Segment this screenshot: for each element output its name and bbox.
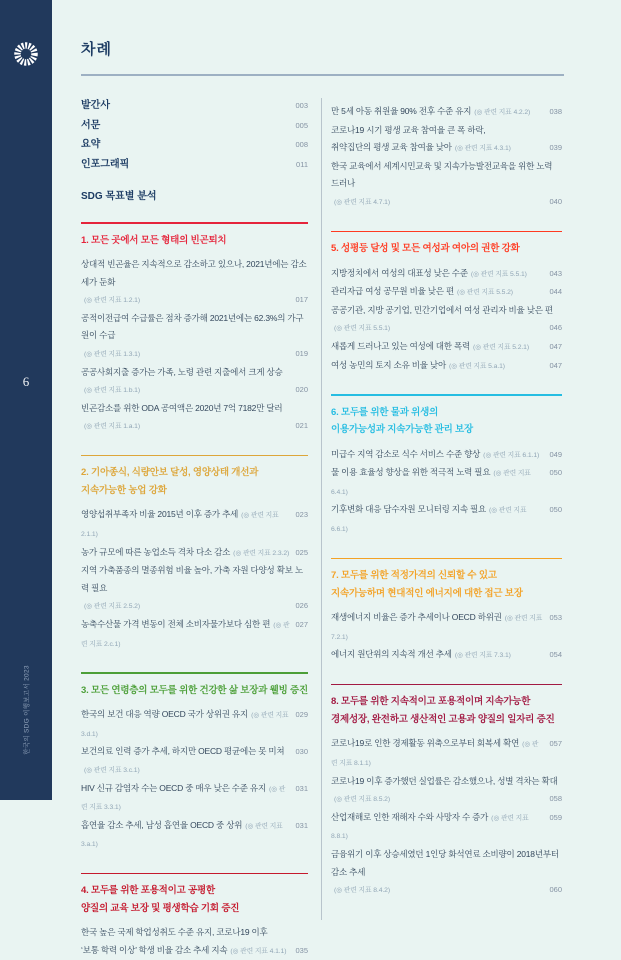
toc-entry-line: [81, 309, 308, 344]
related-indicator-label: (◎ 관련 지표 7.3.1): [454, 652, 511, 660]
section-heading: [81, 232, 308, 250]
section-entries: [331, 445, 562, 538]
toc-entry-page: 059: [549, 812, 562, 822]
toc-entry-text-group: [331, 102, 530, 121]
toc-entry-page: 047: [549, 360, 562, 370]
toc-entry-line: [331, 645, 562, 664]
related-indicator-label: (◎ 관련 지표 7.2.1): [331, 615, 543, 641]
toc-entry-page: 057: [549, 739, 562, 749]
column-divider: [321, 98, 322, 920]
toc-entry-text-group: [81, 742, 289, 778]
toc-entry-label: 요약: [81, 139, 101, 150]
toc-section: [81, 222, 308, 435]
toc-entry-text-group: [331, 138, 511, 157]
toc-entry-line: [331, 880, 562, 899]
toc-entry-page: 050: [549, 505, 562, 515]
section-rule: [331, 394, 562, 396]
toc-entry-page: 035: [295, 946, 308, 956]
related-indicator-label: (◎ 관련 지표 5.5.1): [334, 325, 391, 333]
toc-entry-line: [81, 779, 308, 816]
related-indicator-label: (◎ 관련 지표 3.c.1): [84, 766, 140, 774]
toc-entry-text-group: [81, 363, 283, 381]
toc-entry-text-group: [81, 309, 308, 344]
toc-entry-page: 023: [295, 510, 308, 520]
toc-entry-page: 008: [295, 140, 308, 149]
toc-section: [331, 102, 562, 211]
section-heading-line: 경제성장, 완전하고 생산적인 고용과 양질의 일자리 증진: [331, 713, 555, 725]
related-indicator-label: (◎ 관련 지표 3.a.1): [81, 822, 283, 849]
toc-entry-text: 산업재해로 인한 재해자 수와 사망자 수 증가: [331, 811, 489, 822]
toc-entry-text-group: [81, 561, 308, 596]
toc-entry-text-group: [331, 463, 543, 500]
toc-entry-page: 044: [549, 287, 562, 297]
related-indicator-label: (◎ 관련 지표 2.5.2): [84, 603, 141, 611]
toc-entry-line: [81, 543, 308, 562]
toc-entry-line: [331, 138, 562, 157]
toc-entry-text: HIV 신규 감염자 수는 OECD 중 매우 낮은 수준 유지: [81, 782, 266, 793]
related-indicator-label: (◎ 관련 지표 4.3.1): [454, 145, 511, 153]
toc-entry-text-group: [331, 192, 390, 211]
toc-entry-line: [331, 608, 562, 645]
section-entries: [331, 608, 562, 664]
toc-entry-text: 한국의 보건 대응 역량 OECD 국가 상위권 유지: [81, 709, 249, 720]
related-indicator-label: (◎ 관련 지표 5.2.1): [473, 343, 530, 351]
toc-entry-page: 046: [549, 323, 562, 333]
toc-entry-label: 발간사: [81, 100, 110, 111]
section-heading-line: 지속가능하며 현대적인 에너지에 대한 접근 보장: [331, 587, 523, 599]
toc-entry-text-group: [331, 500, 543, 537]
toc-entry-text-group: [331, 789, 390, 808]
toc-entry-page: 031: [295, 820, 308, 830]
toc-entry-page: 029: [295, 710, 308, 720]
sections-left: [81, 222, 308, 960]
toc-entry-line: [331, 192, 562, 211]
toc-section: [81, 455, 308, 652]
spine-title: 한국의 SDG 이행보고서 2023: [23, 665, 31, 755]
toc-entry-line: [81, 290, 308, 309]
related-indicator-label: (◎ 관련 지표 5.5.1): [470, 270, 527, 278]
toc-entry-page: 047: [549, 341, 562, 351]
toc-entry-text: 미급수 지역 감소로 식수 서비스 수준 향상: [331, 448, 481, 459]
toc-entry-text: 상대적 빈곤율은 지속적으로 감소하고 있으나, 2021년에는 감소세가 둔화: [81, 259, 307, 287]
toc-entry-line: [331, 463, 562, 500]
toc-entry-text-group: [331, 645, 511, 664]
toc-entry-text-group: [331, 772, 558, 790]
toc-entry-line: [331, 789, 562, 808]
toc-entry-page: 011: [296, 159, 308, 169]
toc-entry-text-group: [81, 344, 140, 363]
toc-entry-text: 한국 교육에서 세계시민교육 및 지속가능발전교육을 위한 노력 드러나: [331, 160, 553, 189]
toc-entry-text: 공공사회지출 증가는 가족, 노령 관련 지출에서 크게 상승: [81, 366, 283, 377]
toc-entry-page: 039: [549, 143, 562, 153]
toc-entry-line: [81, 344, 308, 363]
toc-entry-text-group: [81, 416, 140, 435]
section-rule: [81, 672, 308, 674]
toc-entry-text: 지방정치에서 여성의 대표성 낮은 수준: [331, 267, 468, 278]
section-entries: [81, 923, 308, 959]
related-indicator-label: (◎ 관련 지표 8.8.1): [331, 814, 529, 841]
toc-entry-text-group: [81, 255, 308, 290]
toc-section: [331, 684, 562, 899]
section-heading: [331, 567, 562, 602]
toc-entry-text: 한국 높은 국제 학업성취도 수준 유지, 코로나19 이후: [81, 927, 268, 938]
section-group-label: SDG 목표별 분석: [81, 191, 157, 202]
toc-entry-line: [81, 380, 308, 399]
related-indicator-label: (◎ 관련 지표 6.1.1): [483, 451, 540, 459]
section-heading-line: 지속가능한 농업 강화: [81, 484, 167, 496]
toc-entry-text: 영양섭취부족자 비율 2015년 이후 증가 추세: [81, 509, 239, 520]
toc-section: [331, 558, 562, 664]
related-indicator-label: (◎ 관련 지표 8.1.1): [331, 741, 539, 767]
section-heading: [331, 693, 562, 728]
section-heading-line: 5. 성평등 달성 및 모든 여성과 여아의 권한 강화: [331, 243, 520, 255]
toc-entry-line: [81, 742, 308, 778]
toc-entry-page: 058: [549, 794, 562, 804]
section-entries: [331, 734, 562, 898]
section-heading-line: 6. 모두를 위한 물과 위생의: [331, 406, 439, 418]
toc-entry: [81, 135, 308, 155]
toc-entry-page: 049: [549, 449, 562, 459]
toc-entry-line: [81, 816, 308, 853]
toc-entry-line: [81, 596, 308, 615]
toc-entry-page: 019: [295, 348, 308, 358]
toc-entry-page: 030: [295, 747, 308, 757]
toc-entry-text-group: [331, 121, 486, 139]
toc-entry-text: 코로나19 이후 증가했던 실업률은 감소했으나, 성별 격차는 확대: [331, 775, 558, 786]
front-matter-list: [81, 96, 308, 174]
toc-section: [81, 873, 308, 960]
toc-entry-text: 새롭게 드러나고 있는 여성에 대한 폭력: [331, 340, 470, 351]
toc-entry-line: [81, 941, 308, 960]
page-title: 차례: [81, 41, 112, 58]
toc-entry-text-group: [331, 282, 513, 301]
toc-page: [52, 0, 621, 956]
toc-entry: [81, 155, 308, 175]
toc-entry-text-group: [81, 941, 286, 960]
related-indicator-label: (◎ 관련 지표 8.5.2): [334, 796, 391, 804]
toc-entry-text-group: [331, 445, 539, 464]
toc-entry-page: 060: [549, 885, 562, 895]
toc-entry-line: [331, 337, 562, 356]
related-indicator-label: (◎ 관련 지표 1.2.1): [84, 297, 141, 305]
toc-entry-text-group: [81, 399, 282, 417]
toc-entry-line: [331, 356, 562, 375]
toc-entry-page: 021: [295, 421, 308, 431]
toc-entry-line: [331, 500, 562, 537]
section-heading: [81, 464, 308, 499]
section-entries: [331, 264, 562, 375]
toc-section: [331, 394, 562, 537]
toc-entry-line: [331, 301, 562, 319]
related-indicator-label: (◎ 관련 지표 2.3.2): [233, 549, 290, 557]
related-indicator-label: (◎ 관련 지표 6.6.1): [331, 507, 527, 533]
toc-entry-line: [331, 772, 562, 790]
section-rule: [331, 558, 562, 560]
toc-entry-line: [331, 808, 562, 845]
toc-entry-line: [81, 505, 308, 542]
toc-entry-page: 043: [549, 268, 562, 278]
section-rule: [331, 231, 562, 233]
title-rule: [81, 74, 564, 76]
toc-entry-text-group: [331, 337, 529, 356]
section-heading-line: 3. 모든 연령층의 모두를 위한 건강한 삶 보장과 웰빙 증진: [81, 684, 308, 696]
toc-entry-text: 농가 규모에 따른 농업소득 격차 다소 감소: [81, 546, 231, 557]
section-rule: [331, 684, 562, 686]
toc-entry-line: [331, 445, 562, 464]
section-heading-line: 2. 기아종식, 식량안보 달성, 영양상태 개선과: [81, 467, 259, 479]
toc-entry-text: 물 이용 효율성 향상을 위한 적극적 노력 필요: [331, 467, 491, 478]
section-entries: [81, 705, 308, 853]
section-heading-line: 1. 모든 곳에서 모든 형태의 빈곤퇴치: [81, 234, 227, 246]
related-indicator-label: (◎ 관련 지표 2.c.1): [81, 622, 290, 648]
toc-entry-text: 코로나19 시기 평생 교육 참여율 큰 폭 하락,: [331, 124, 486, 135]
toc-entry-line: [81, 363, 308, 381]
toc-entry-text-group: [81, 816, 289, 853]
toc-entry-page: 027: [295, 620, 308, 629]
toc-entry-text-group: [81, 505, 289, 542]
toc-entry-page: 053: [549, 613, 562, 623]
toc-entry: [81, 116, 308, 136]
toc-entry-text-group: [331, 356, 505, 375]
related-indicator-label: (◎ 관련 지표 1.b.1): [84, 387, 141, 395]
related-indicator-label: (◎ 관련 지표 1.3.1): [84, 350, 141, 358]
toc-section: [331, 231, 562, 375]
toc-entry-text-group: [81, 290, 140, 309]
toc-entry-line: [81, 416, 308, 435]
section-heading-line: 4. 모두를 위한 포용적이고 공평한: [81, 885, 215, 897]
sidebar: [0, 0, 52, 800]
toc-entry-line: [331, 845, 562, 880]
toc-entry-text: 만 5세 아동 취원율 90% 전후 수준 유지: [331, 106, 472, 116]
toc-entry-page: 031: [295, 783, 308, 793]
related-indicator-label: (◎ 관련 지표 3.d.1): [81, 712, 289, 738]
related-indicator-label: (◎ 관련 지표 4.1.1): [230, 948, 287, 956]
section-rule: [81, 222, 308, 224]
toc-entry-line: [81, 615, 308, 652]
toc-entry-text-group: [331, 301, 553, 319]
toc-entry-line: [81, 705, 308, 742]
toc-entry-text: 공적이전급여 수급률은 점차 증가해 2021년에는 62.3%의 가구원이 수급: [81, 312, 304, 341]
related-indicator-label: (◎ 관련 지표 4.7.1): [334, 198, 391, 206]
toc-entry-text-group: [81, 596, 140, 615]
toc-entry-text-group: [331, 845, 562, 880]
section-heading: [81, 882, 308, 917]
toc-entry-text-group: [331, 608, 543, 645]
toc-entry-line: [331, 282, 562, 301]
toc-entry-text: 흡연율 감소 추세, 남성 흡연율 OECD 중 상위: [81, 819, 243, 830]
toc-entry-label: 서문: [81, 119, 101, 131]
section-rule: [81, 455, 308, 457]
toc-entry-text: 여성 농민의 토지 소유 비율 낮아: [331, 359, 446, 370]
section-entries: [81, 255, 308, 435]
toc-entry-line: [331, 734, 562, 771]
toc-entry-text: 취약집단의 평생 교육 참여율 낮아: [331, 142, 452, 153]
toc-entry-text-group: [81, 615, 289, 652]
section-heading-line: 7. 모두를 위한 적정가격의 신뢰할 수 있고: [331, 570, 497, 582]
section-rule: [81, 873, 308, 875]
toc-entry-text-group: [81, 380, 140, 399]
related-indicator-label: (◎ 관련 지표 8.4.2): [334, 887, 391, 895]
toc-column-left: [81, 96, 308, 960]
toc-entry-page: 020: [295, 385, 308, 395]
toc-entry-line: [331, 264, 562, 283]
toc-entry-text: ‘보통 학력 이상’ 학생 비율 감소 추세 지속: [81, 945, 228, 956]
toc-entry-text-group: [331, 318, 390, 337]
toc-entry-line: [331, 121, 562, 139]
toc-entry-page: 025: [295, 547, 308, 557]
toc-entry-text: 재생에너지 비율은 증가 추세이나 OECD 하위권: [331, 612, 502, 623]
toc-entry-line: [81, 255, 308, 290]
related-indicator-label: (◎ 관련 지표 4.2.2): [474, 109, 531, 116]
toc-entry-line: [331, 318, 562, 337]
toc-entry-text: 공공기관, 지방 공기업, 민간기업에서 여성 관리자 비율 낮은 편: [331, 304, 553, 315]
toc-entry-text-group: [331, 157, 562, 192]
toc-entry-text-group: [81, 705, 289, 742]
toc-entry-text-group: [331, 808, 543, 845]
toc-entry-text: 금융위기 이후 상승세였던 1인당 화석연료 소비량이 2018년부터 감소 추세: [331, 848, 559, 877]
toc-entry-page: 050: [549, 468, 562, 478]
toc-entry-text-group: [81, 543, 289, 562]
toc-entry-page: 003: [295, 101, 308, 110]
toc-entry-page: 054: [549, 650, 562, 660]
section-heading-line: 8. 모두를 위한 지속적이고 포용적이며 지속가능한: [331, 696, 531, 708]
related-indicator-label: (◎ 관련 지표 5.a.1): [448, 362, 505, 370]
toc-entry-line: [81, 923, 308, 941]
section-heading: [81, 682, 308, 700]
toc-entry-text: 관리자급 여성 공무원 비율 낮은 편: [331, 286, 454, 297]
toc-entry-text-group: [331, 264, 527, 283]
toc-entry-text: 지역 가축품종의 멸종위험 비율 높아, 가축 자원 다양성 확보 노력 필요: [81, 565, 303, 593]
toc-entry-text: 에너지 원단위의 지속적 개선 추세: [331, 649, 452, 660]
related-indicator-label: (◎ 관련 지표 6.4.1): [331, 470, 531, 496]
sections-right: [331, 102, 562, 899]
toc-entry-text: 빈곤감소를 위한 ODA 공여액은 2020년 7억 7182만 달러: [81, 402, 283, 413]
toc-entry-text: 농축수산물 가격 변동이 전체 소비자물가보다 심한 편: [81, 619, 271, 629]
section-heading-line: 양질의 교육 보장 및 평생학습 기회 증진: [81, 902, 240, 914]
toc-entry-line: [331, 102, 562, 121]
related-indicator-label: (◎ 관련 지표 1.a.1): [84, 423, 141, 431]
section-heading: [331, 240, 562, 258]
toc-entry-page: 026: [295, 601, 308, 611]
sdg-wheel-icon: [13, 41, 39, 67]
toc-section: [81, 672, 308, 853]
related-indicator-label: (◎ 관련 지표 2.1.1): [81, 512, 279, 539]
toc-entry-label: 인포그래픽: [81, 158, 130, 170]
section-entries: [331, 102, 562, 211]
related-indicator-label: (◎ 관련 지표 3.3.1): [81, 785, 286, 812]
toc-entry-page: 038: [549, 107, 562, 116]
section-heading: [331, 404, 562, 439]
toc-entry-line: [331, 157, 562, 192]
toc-entry: [81, 96, 308, 116]
page-number: 6: [22, 374, 30, 389]
toc-entry-page: 017: [295, 295, 308, 305]
toc-entry-page: 040: [549, 196, 562, 206]
toc-entry-text: 보건의료 인력 증가 추세, 하지만 OECD 평균에는 못 미쳐: [81, 746, 285, 757]
toc-entry-line: [81, 399, 308, 417]
toc-entry-page: 005: [295, 120, 308, 130]
toc-entry-line: [81, 561, 308, 596]
toc-entry-text-group: [81, 923, 268, 941]
toc-entry-text: 코로나19로 인한 경제활동 위축으로부터 회복세 확연: [331, 738, 520, 749]
toc-entry-text-group: [331, 734, 543, 771]
toc-column-right: [331, 96, 562, 960]
toc-entry-text-group: [331, 880, 390, 899]
section-entries: [81, 505, 308, 652]
related-indicator-label: (◎ 관련 지표 5.5.2): [456, 289, 513, 297]
section-heading-line: 이용가능성과 지속가능한 관리 보장: [331, 424, 473, 436]
toc-entry-text-group: [81, 779, 289, 816]
toc-entry-text: 기후변화 대응 담수자원 모니터링 지속 필요: [331, 504, 487, 515]
